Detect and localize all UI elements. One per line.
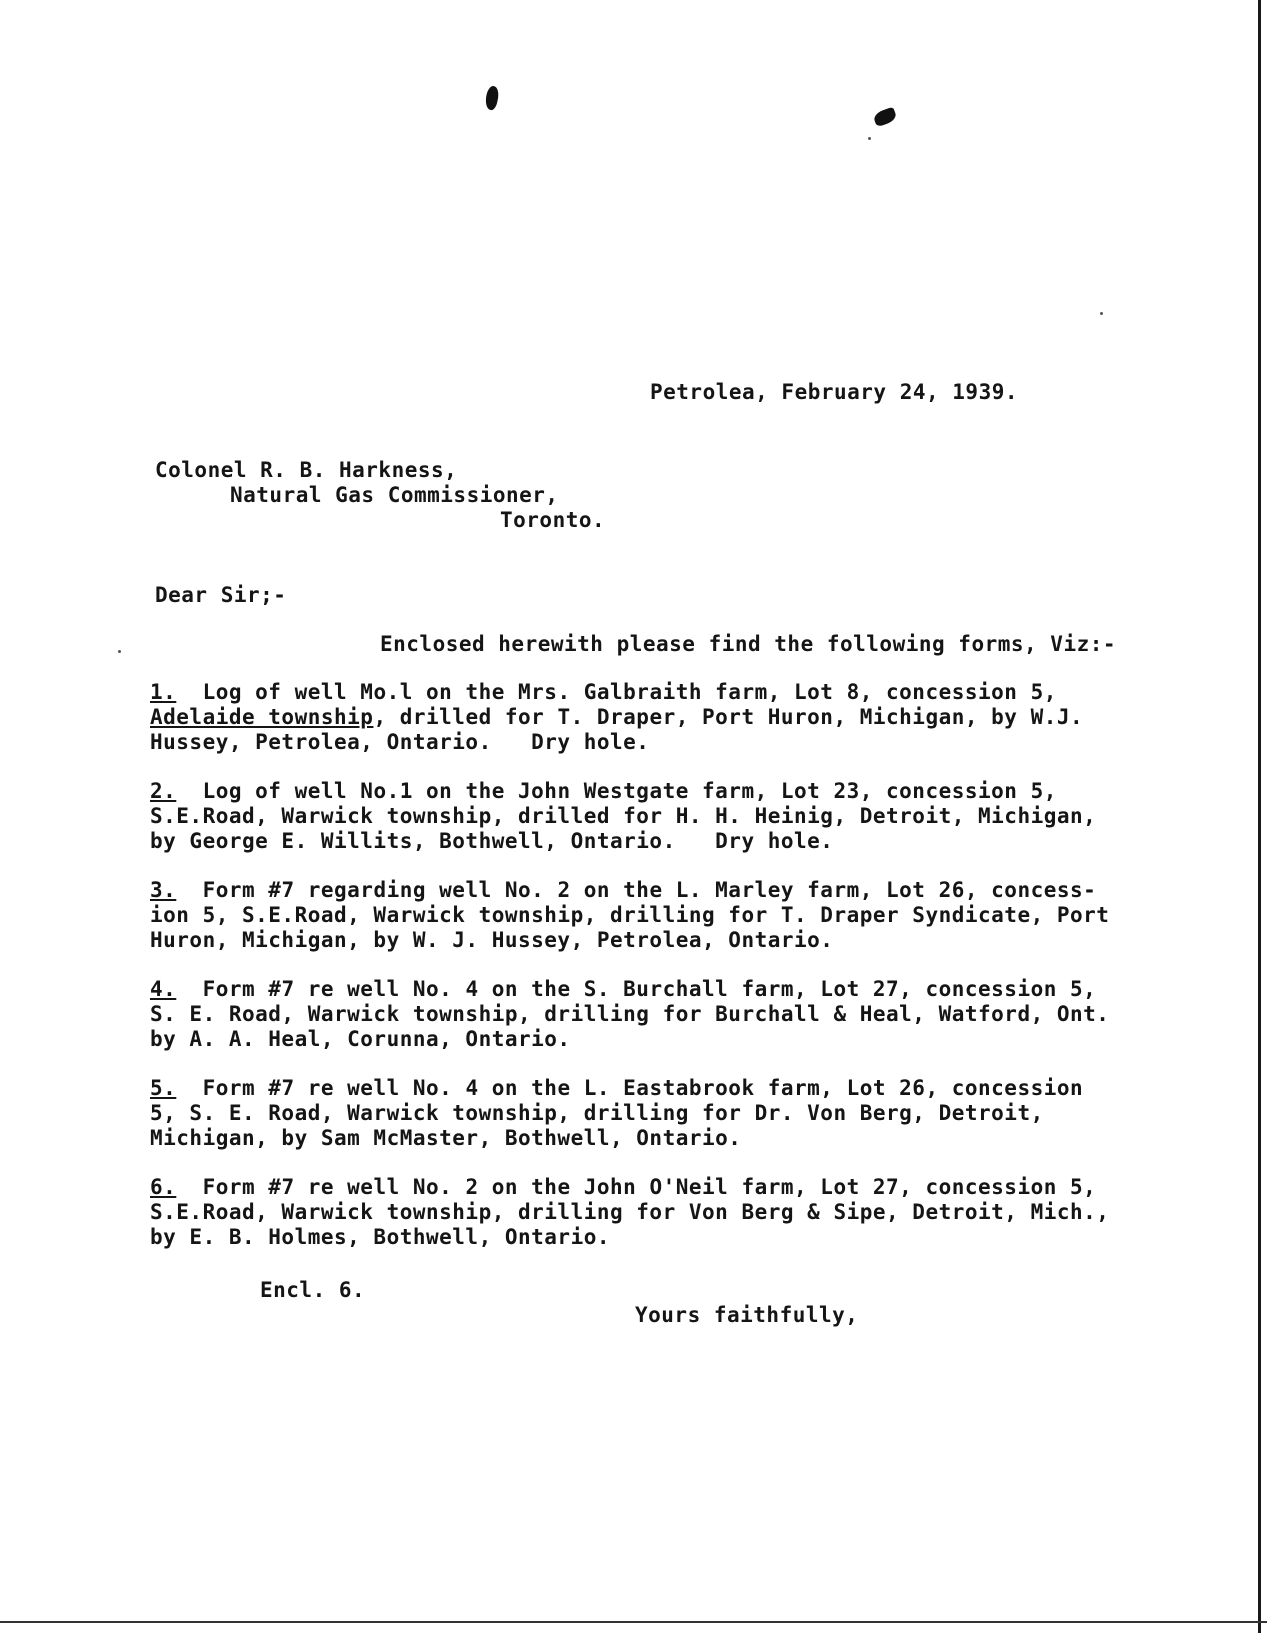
list-item-line: Huron, Michigan, by W. J. Hussey, Petrolea, Ontario. bbox=[150, 928, 834, 952]
list-item bbox=[150, 878, 1109, 953]
recipient-city: Toronto. bbox=[500, 508, 606, 532]
list-item-line: 2. Log of well No.1 on the John Westgate farm, Lot 23, concession 5, bbox=[150, 779, 1057, 803]
underlined-township: Adelaide township bbox=[150, 705, 374, 729]
closing: Yours faithfully, bbox=[635, 1303, 859, 1327]
list-item bbox=[150, 1076, 1083, 1151]
list-item-line: S.E.Road, Warwick township, drilling for Von Berg & Sipe, Detroit, Mich., bbox=[150, 1200, 1110, 1224]
list-item-line: 4. Form #7 re well No. 4 on the S. Burchall farm, Lot 27, concession 5, bbox=[150, 977, 1097, 1001]
list-item-line: ion 5, S.E.Road, Warwick township, drilling for T. Draper Syndicate, Port bbox=[150, 903, 1110, 927]
page-edge-shadow bbox=[1258, 0, 1261, 1633]
page-bottom-edge bbox=[0, 1621, 1267, 1623]
letter-date: Petrolea, February 24, 1939. bbox=[650, 380, 1019, 404]
list-item-line: 1. Log of well Mo.l on the Mrs. Galbraith farm, Lot 8, concession 5, bbox=[150, 680, 1057, 704]
list-item-line: S. E. Road, Warwick township, drilling for Burchall & Heal, Watford, Ont. bbox=[150, 1002, 1110, 1026]
list-item-number: 2. bbox=[150, 779, 177, 803]
list-item-line: 5, S. E. Road, Warwick township, drilling for Dr. Von Berg, Detroit, bbox=[150, 1101, 1044, 1125]
list-item-line: by E. B. Holmes, Bothwell, Ontario. bbox=[150, 1225, 611, 1249]
list-item bbox=[150, 779, 1096, 854]
list-item-line: 6. Form #7 re well No. 2 on the John O'Neil farm, Lot 27, concession 5, bbox=[150, 1175, 1097, 1199]
ink-blot-mark bbox=[484, 85, 501, 111]
list-item-line: Michigan, by Sam McMaster, Bothwell, Ontario. bbox=[150, 1126, 742, 1150]
list-item bbox=[150, 977, 1109, 1052]
list-item-number: 6. bbox=[150, 1175, 177, 1199]
list-item-line: 3. Form #7 regarding well No. 2 on the L. Marley farm, Lot 26, concess- bbox=[150, 878, 1097, 902]
ink-speck bbox=[868, 137, 871, 140]
ink-speck bbox=[1100, 312, 1103, 315]
list-item bbox=[150, 680, 1083, 755]
list-item-line: S.E.Road, Warwick township, drilled for H. H. Heinig, Detroit, Michigan, bbox=[150, 804, 1097, 828]
intro-paragraph: Enclosed herewith please find the following forms, Viz:- bbox=[380, 632, 1117, 656]
list-item-line: Hussey, Petrolea, Ontario. Dry hole. bbox=[150, 730, 650, 754]
list-item-line: by A. A. Heal, Corunna, Ontario. bbox=[150, 1027, 571, 1051]
list-item-number: 4. bbox=[150, 977, 177, 1001]
list-item-line: Adelaide township, drilled for T. Draper, Port Huron, Michigan, by W.J. bbox=[150, 705, 1084, 729]
salutation: Dear Sir;- bbox=[155, 583, 287, 607]
list-item bbox=[150, 1175, 1109, 1250]
list-item-number: 1. bbox=[150, 680, 177, 704]
ink-blot-mark bbox=[872, 107, 897, 128]
recipient-name: Colonel R. B. Harkness, bbox=[155, 458, 458, 482]
enclosure-note: Encl. 6. bbox=[260, 1278, 366, 1302]
list-item-line: by George E. Willits, Bothwell, Ontario. Dry hole. bbox=[150, 829, 834, 853]
ink-speck bbox=[118, 650, 121, 653]
recipient-title: Natural Gas Commissioner, bbox=[230, 483, 559, 507]
list-item-number: 5. bbox=[150, 1076, 177, 1100]
list-item-number: 3. bbox=[150, 878, 177, 902]
list-item-line: 5. Form #7 re well No. 4 on the L. Eastabrook farm, Lot 26, concession bbox=[150, 1076, 1084, 1100]
